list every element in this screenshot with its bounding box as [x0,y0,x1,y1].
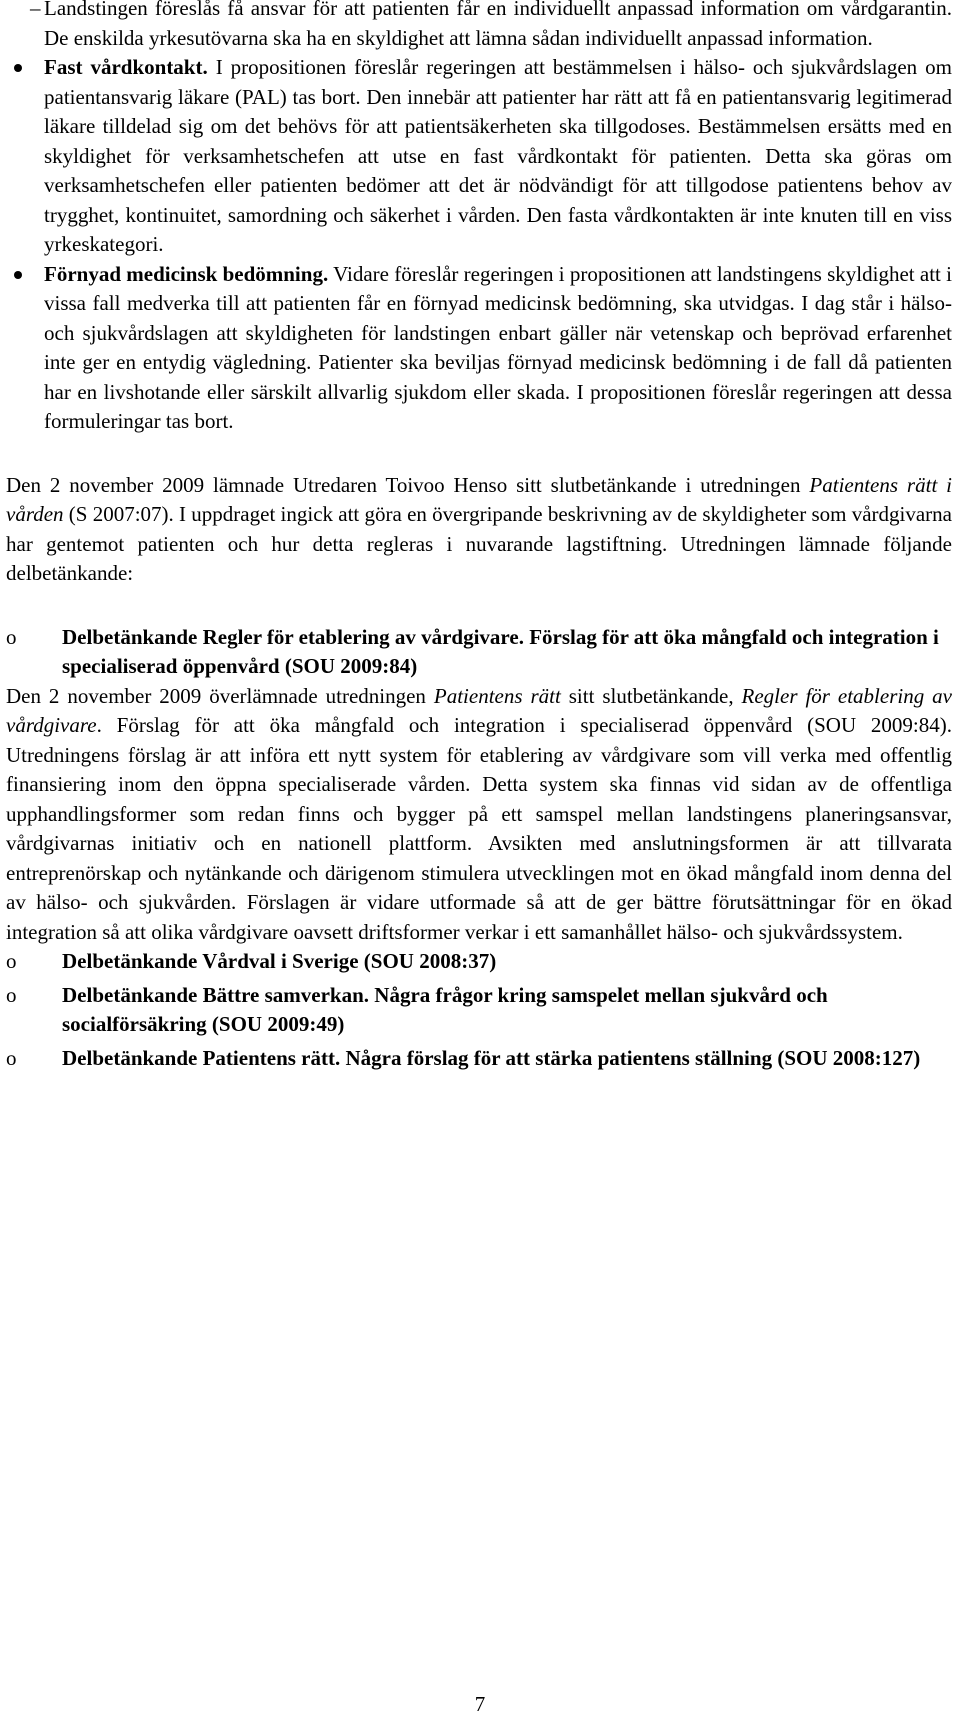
delbetankande-item [6,623,952,682]
circle-bullet-icon: o [6,1045,17,1070]
delbetankande-list-2 [6,947,952,1073]
delbetankande-item [6,947,952,977]
bullet-dot-icon [14,64,22,72]
paragraph-italic-title: Regler för etablering av vårdgivare [6,683,952,737]
page-number: 7 [474,1692,486,1716]
paragraph-italic-title: Patientens rätt [433,683,561,708]
paragraph-italic-title: Patientens rätt i vården [6,472,952,526]
delbetankande-item [6,981,952,1040]
paragraph-text: Den 2 november 2009 lämnade Utredaren Toivoo Henso sitt slutbetänkande i utredningen [6,472,810,497]
paragraph-text: sitt slutbetänkande, [560,683,742,708]
paragraph-text: . Förslag för att öka mångfald och integration i specialiserad öppenvård (SOU 2009:84). Utredningens förslag är att införa ett nytt system för etablering av vårdgivare som vill verka med offentlig finansiering inom den öppna specialiserade vården. Detta system ska finnas vid sidan av de offentliga upphandlingsformer som redan finns och bygger på ett samspel mellan landstingens planeringsansvar, vårdgivarnas initiativ och en nationell plattform. Avsikten med anslutningsformen är att tillvarata entreprenörskap och nytänkande och därigenom stimulera utvecklingen mot en ökad mångfald inom denna del av hälso- och sjukvården. Förslagen är vidare utformade så att de ger bättre förutsättningar för en ökad integration så att olika vårdgivare oavsett driftsformer verkar i ett samanhållet hälso- och sjukvårdssystem. [6,713,952,944]
dash-list-item [6,0,952,53]
dash-item-text: Landstingen föreslås få ansvar för att patienten får en individuellt anpassad information om vårdgarantin. De enskilda yrkesutövarna ska ha en skyldighet att lämna sådan individuellt anpassad information. [44,0,952,50]
delbetankande-item [6,1044,952,1074]
circle-bullet-icon: o [6,624,17,649]
paragraph-text: (S 2007:07). I uppdraget ingick att göra en övergripande beskrivning av de skyldigheter som vårdgivarna har gentemot patienten och hur detta regleras i nuvarande lagstiftning. Utredningen lämnade följande delbetänkande: [6,502,952,585]
bullet-text: I propositionen föreslår regeringen att bestämmelsen i hälso- och sjukvårdslagen om patientansvarig läkare (PAL) tas bort. Den innebär att patienter har rätt att få en patientansvarig legitimerad läkare tilldelad sig om det behövs för att patientsäkerheten ska tillgodoses. Bestämmelsen ersätts med en skyldighet för verksamhetschefen att utse en fast vårdkontakt för patienten. Detta ska göras om verksamhetschefen eller patienten bedömer att det är nödvändigt för att tillgodose patientens behov av trygghet, kontinuitet, samordning och säkerhet i vården. Den fasta vårdkontakten är inte knuten till en viss yrkeskategori. [44,55,952,256]
bullet-heading: Förnyad medicinsk bedömning. [44,261,329,286]
bullet-item-fornyad-bedomning [6,260,952,437]
paragraph-etablering [6,682,952,948]
delbetankande-title: Delbetänkande Vårdval i Sverige (SOU 2008:37) [62,949,497,973]
paragraph-slutbetankande [6,471,952,589]
bullet-heading: Fast vårdkontakt. [44,55,208,79]
document-content [6,0,952,1073]
bullet-text: Vidare föreslår regeringen i propositionen att landstingens skyldighet att i vissa fall medverka till att patienten får en förnyad medicinsk bedömning, ska utvidgas. I dag står i hälso- och sjukvårdslagen att skyldigheten för landstingen enbart gäller när vetenskap och beprövad erfarenhet inte ger en entydig vägledning. Patienter ska beviljas förnyad medicinsk bedömning i de fall då patienten har en livshotande eller särskilt allvarlig sjukdom eller skada. I propositionen föreslår regeringen att dessa formuleringar tas bort. [44,261,953,433]
delbetankande-title: Delbetänkande Regler för etablering av vårdgivare. Förslag för att öka mångfald och integration i specialiserad öppenvård (SOU 2009:84) [62,624,939,678]
dash-marker: – [30,0,41,20]
delbetankande-list [6,623,952,682]
paragraph-text: Den 2 november 2009 överlämnade utredningen [6,683,434,708]
bullet-item-fast-vardkontakt [6,53,952,260]
circle-bullet-icon: o [6,949,17,973]
bullet-dot-icon [14,271,22,279]
delbetankande-title: Delbetänkande Patientens rätt. Några förslag för att stärka patientens ställning (SOU 2008:127) [62,1045,921,1070]
bullet-list [6,53,952,437]
delbetankande-title: Delbetänkande Bättre samverkan. Några frågor kring samspelet mellan sjukvård och socialförsäkring (SOU 2009:49) [62,982,828,1036]
circle-bullet-icon: o [6,982,17,1007]
